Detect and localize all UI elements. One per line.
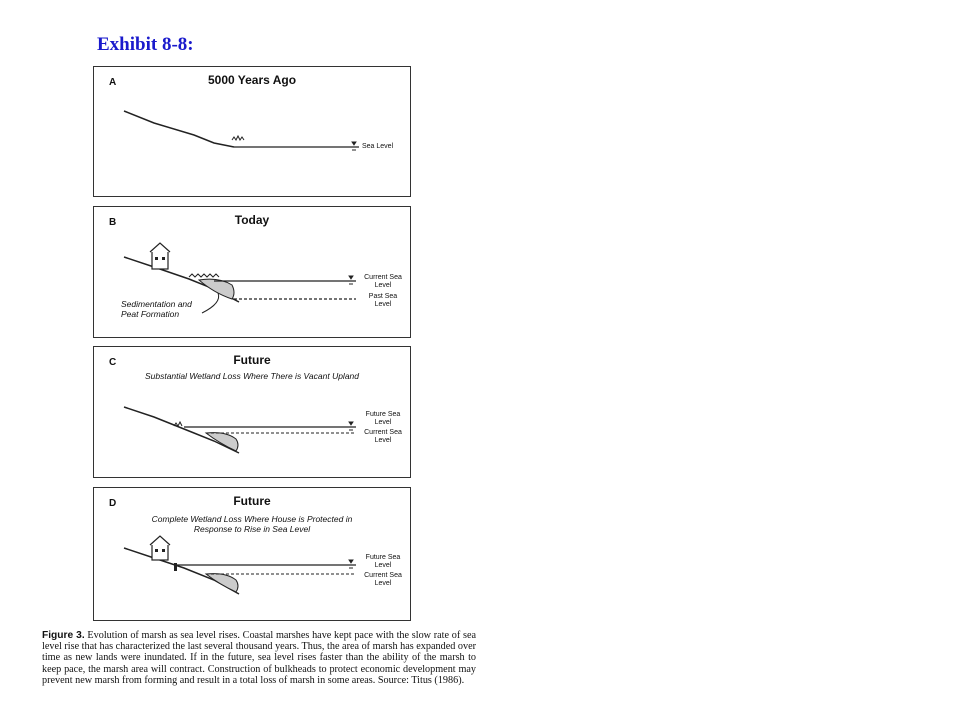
shoreline-slope (124, 548, 239, 594)
panel-title: Future (233, 494, 271, 508)
panel-letter: B (109, 217, 117, 228)
panel-c (93, 346, 411, 478)
future-sea-level-label: Future Sea Level (365, 411, 401, 426)
shoreline-slope (124, 407, 239, 453)
panel-title: 5000 Years Ago (207, 73, 297, 87)
panel-letter: D (109, 498, 117, 509)
panel-subtitle: Complete Wetland Loss Where House is Protected in Response to Rise in Sea Level (151, 514, 353, 534)
shoreline-slope (124, 111, 234, 147)
water-level-marker-icon (352, 142, 356, 150)
future-sea-level-label: Future Sea Level (365, 554, 401, 569)
bulkhead (174, 563, 177, 571)
marsh-sediment (199, 279, 234, 299)
panel-d (93, 487, 411, 621)
water-level-marker-icon (349, 276, 353, 284)
past-sea-level-label: Past Sea Level (368, 293, 398, 308)
panel-letter: C (109, 357, 117, 368)
panel-title: Future (233, 353, 271, 367)
house-icon (150, 536, 170, 560)
panel-letter: A (109, 77, 117, 88)
exhibit-title: Exhibit 8-8: (97, 34, 194, 55)
figure-caption (42, 630, 476, 686)
caption-label: Figure 3. (42, 630, 85, 641)
current-sea-level-label: Current Sea Level (364, 429, 402, 444)
panel-a (93, 66, 411, 197)
marsh-sediment (206, 433, 238, 451)
current-sea-level-label: Current Sea Level (364, 274, 402, 289)
water-level-marker-icon (349, 422, 353, 430)
panel-b (93, 206, 411, 338)
house-icon (150, 243, 170, 269)
marsh-vegetation (189, 274, 219, 277)
caption-text: Evolution of marsh as sea level rises. Coastal marshes have kept pace with the slow rate of sea level rise that has characterized the last several thousand years. Thus, the area of marsh has expanded over time as new lands were inundated. If in the future, sea level rises faster than the ability of the marsh to keep pace, the marsh area will contract. Construction of bulkheads to protect economic development may prevent new marsh from forming and result in a total loss of marsh in some areas. Source: Titus (1986). (42, 630, 477, 686)
current-sea-level-label: Current Sea Level (364, 572, 402, 587)
water-level-marker-icon (349, 560, 353, 568)
marsh-vegetation (232, 136, 244, 140)
sea-level-label: Sea Level (362, 143, 394, 150)
panel-subtitle: Substantial Wetland Loss Where There is Vacant Upland (144, 371, 360, 381)
panel-title: Today (234, 213, 270, 227)
marsh-sediment (206, 574, 238, 592)
sedimentation-label: Sedimentation and Peat Formation (121, 299, 192, 319)
